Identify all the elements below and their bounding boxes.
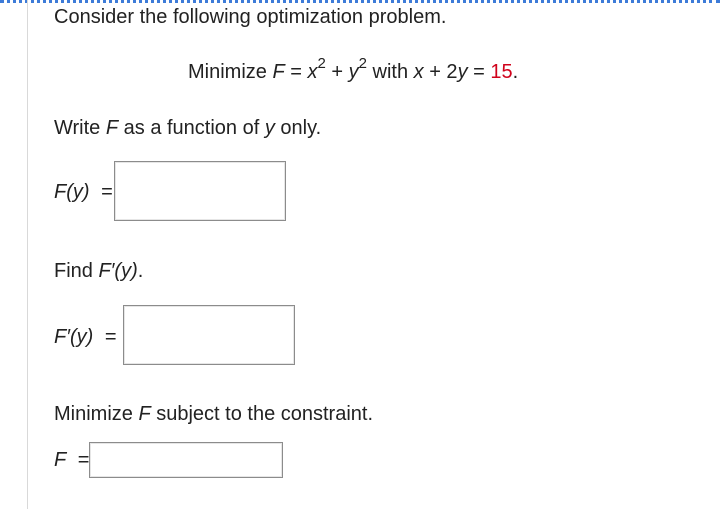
left-margin-rule [27,0,28,509]
part1-prompt-a: Write [54,117,106,139]
problem-with: with [366,61,414,83]
part1-prompt-b: as a function of [118,117,265,139]
part1-equals: = [101,181,113,203]
problem-var-y2: y [457,61,468,83]
part1-label-row [54,180,113,204]
part2-prompt [54,259,143,283]
f-min-answer-input[interactable] [89,442,283,478]
part3-label-row [54,448,89,472]
problem-exponent-2: 2 [358,55,367,73]
part3-label: F [54,449,67,471]
problem-value: 15 [490,61,513,83]
part2-prompt-expr: F′(y) [98,260,138,282]
problem-end: . [512,61,519,83]
part3-equals: = [77,449,90,471]
problem-eq1: = [284,61,308,83]
fy-answer-input[interactable] [114,161,286,221]
problem-plus2: + 2 [423,61,458,83]
part3-prompt-c: subject to the constraint. [150,403,374,425]
top-dotted-border [0,0,720,3]
problem-plus1: + [325,61,349,83]
problem-prefix: Minimize [188,61,273,83]
part2-equals: = [104,326,117,348]
problem-eq2: = [467,61,491,83]
part1-label: F(y) [54,181,90,203]
part1-prompt-F: F [105,117,119,139]
problem-var-x: x [307,61,318,83]
part2-label: F′(y) [54,326,94,348]
part2-prompt-a: Find [54,260,99,282]
problem-var-x2: x [413,61,424,83]
problem-var-y: y [348,61,359,83]
part2-prompt-c: . [137,260,144,282]
part3-prompt-F: F [138,403,151,425]
part1-prompt-c: only. [274,117,322,139]
fprime-answer-input[interactable] [123,305,295,365]
intro-text: Consider the following optimization problem. [54,6,447,28]
problem-var-F: F [272,61,285,83]
part1-prompt-y: y [264,117,275,139]
part3-prompt [54,402,373,426]
part3-prompt-a: Minimize [54,403,139,425]
problem-exponent-1: 2 [317,55,326,73]
problem-statement [188,55,519,84]
part1-prompt [54,116,321,140]
part2-label-row [54,325,117,349]
